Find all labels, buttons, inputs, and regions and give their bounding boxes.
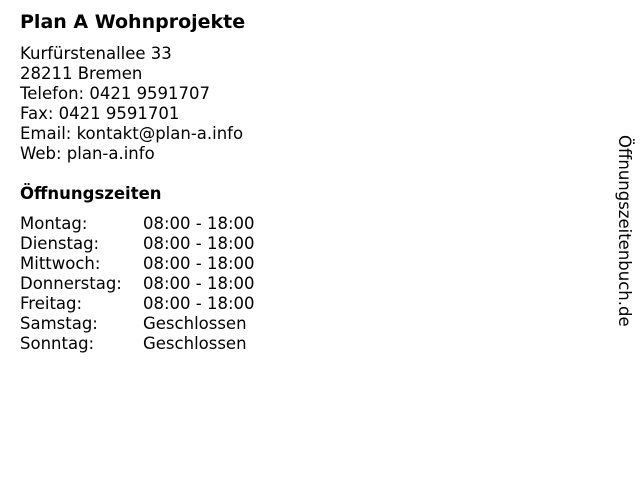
phone-number: Telefon: 0421 9591707: [20, 84, 211, 103]
day-hours: 08:00 - 18:00: [143, 214, 255, 233]
day-label: Samstag:: [20, 314, 98, 333]
street-address: Kurfürstenallee 33: [20, 44, 172, 63]
contact-block: [20, 44, 243, 164]
day-label: Donnerstag:: [20, 274, 122, 293]
day-label: Montag:: [20, 214, 88, 233]
opening-hours-heading: Öffnungszeiten: [20, 184, 162, 203]
day-label: Dienstag:: [20, 234, 100, 253]
day-label: Mittwoch:: [20, 254, 101, 273]
business-name: Plan A Wohnprojekte: [20, 11, 246, 33]
day-hours: Geschlossen: [143, 314, 247, 333]
day-label: Sonntag:: [20, 334, 95, 353]
site-brand-vertical: Öffnungszeitenbuch.de: [615, 135, 634, 327]
postal-city: 28211 Bremen: [20, 64, 143, 83]
day-hours: Geschlossen: [143, 334, 247, 353]
day-hours: 08:00 - 18:00: [143, 294, 255, 313]
day-hours: 08:00 - 18:00: [143, 234, 255, 253]
day-hours: 08:00 - 18:00: [143, 254, 255, 273]
day-label: Freitag:: [20, 294, 83, 313]
email-address: Email: kontakt@plan-a.info: [20, 124, 244, 143]
website: Web: plan-a.info: [20, 144, 155, 163]
fax-number: Fax: 0421 9591701: [20, 104, 180, 123]
day-hours: 08:00 - 18:00: [143, 274, 255, 293]
